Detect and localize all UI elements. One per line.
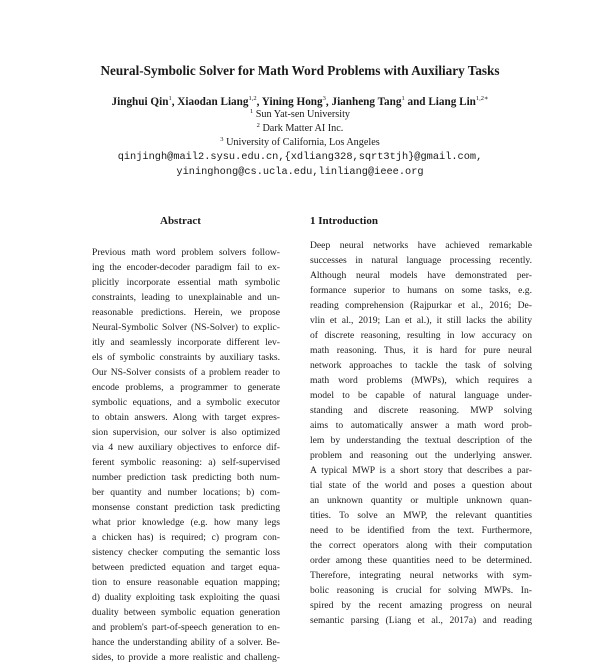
introduction-line: problem and reasoning out the underlying answer.	[310, 450, 532, 461]
introduction-line: the correct operators along with their computation	[310, 540, 532, 551]
abstract-line: d) duality exploiting task exploiting the quasi	[92, 592, 280, 603]
abstract-line: ing the encoder-decoder paradigm fail to ex-	[92, 262, 280, 273]
introduction-line: math reasoning. Thus, it is hard for pure neural	[310, 345, 532, 356]
introduction-line: spired by the recent amazing progress on neural	[310, 600, 532, 611]
abstract-heading: Abstract	[160, 215, 201, 227]
author-name: Jianheng Tang	[331, 96, 402, 108]
introduction-line: semantic parsing (Liang et al., 2017a) and reading	[310, 615, 532, 626]
abstract-line: tion to ensure reasonable equation mapping;	[92, 577, 280, 588]
affiliation-marker: 2	[256, 122, 260, 129]
abstract-line: Neural-Symbolic Solver (NS-Solver) to explic-	[92, 322, 280, 333]
introduction-line: formance superior to humans on some tasks, e.g.	[310, 285, 532, 296]
affiliation-2	[0, 122, 600, 134]
abstract-line: Previous math word problem solvers follow-	[92, 247, 280, 258]
introduction-line: need to be identified from the text. Furthermore,	[310, 525, 532, 536]
abstract-line: plicitly incorporate essential math symbolic	[92, 277, 280, 288]
author-name: Xiaodan Liang	[177, 96, 249, 108]
abstract-line: ferent symbolic reasoning: a) self-supervised	[92, 457, 280, 468]
abstract-line: ber quantity and number locations; b) com-	[92, 487, 280, 498]
abstract-line: symbolic equations, and a symbolic executor	[92, 397, 280, 408]
introduction-body	[310, 238, 532, 628]
introduction-line: aims to automatically answer a math word prob-	[310, 420, 532, 431]
abstract-line: via 4 new auxiliary objectives to enforce dif-	[92, 442, 280, 453]
author-affiliation-marker: 3	[322, 95, 326, 102]
abstract-line: sion supervision, our solver is also optimized	[92, 427, 280, 438]
abstract-line: number prediction task predicting both num-	[92, 472, 280, 483]
author-separator: ,	[325, 96, 332, 108]
author-separator: ,	[256, 96, 262, 108]
author-separator: ,	[171, 96, 178, 108]
introduction-line: tities. To solve an MWP, the relevant quantities	[310, 510, 532, 521]
introduction-line: vlin et al., 2019; Lan et al.), it still lacks the ability	[310, 315, 532, 326]
email-line-1: qinjingh@mail2.sysu.edu.cn,{xdliang328,sqrt3tjh}@gmail.com,	[117, 151, 483, 163]
introduction-line: tial state of the world and poses a question about	[310, 480, 532, 491]
introduction-line: A typical MWP is a short story that describes a par-	[310, 465, 532, 476]
author-separator: and	[404, 96, 429, 108]
introduction-line: bolic reasoning is crucial for solving MWPs. In-	[310, 585, 532, 596]
abstract-line: hance the understanding ability of a solver. Be-	[92, 637, 280, 648]
abstract-line: sistency checker computing the semantic loss	[92, 547, 280, 558]
affiliation-text: Dark Matter AI Inc.	[259, 123, 344, 134]
abstract-line: and problem's part-of-speech generation to en-	[92, 622, 280, 633]
introduction-line: lem by understanding the textual description of the	[310, 435, 532, 446]
abstract-line: a chicken has) is required; c) program con-	[92, 532, 280, 543]
introduction-line: network approaches to tackle the task of solving	[310, 360, 532, 371]
abstract-line: els of symbolic constraints by auxiliary tasks.	[92, 352, 280, 363]
author-list	[0, 94, 600, 108]
author-name: Jinghui Qin	[111, 96, 169, 108]
introduction-line: of discrete reasoning, resulting in low accuracy on	[310, 330, 532, 341]
affiliation-1	[0, 108, 600, 120]
email-line-2: yininghong@cs.ucla.edu,linliang@ieee.org	[176, 166, 424, 178]
affiliation-text: Sun Yat-sen University	[253, 109, 351, 120]
introduction-line: Although neural models have demonstrated per-	[310, 270, 532, 281]
introduction-line: model to be capable of natural language under-	[310, 390, 532, 401]
introduction-line: successes in natural language processing recently.	[310, 255, 532, 266]
introduction-line: reading comprehension (Rajpurkar et al., 2016; De-	[310, 300, 532, 311]
introduction-heading: 1 Introduction	[310, 215, 378, 227]
abstract-line: what prior knowledge (e.g. how many legs	[92, 517, 280, 528]
author-affiliation-marker: 1,2	[248, 95, 257, 102]
author-name: Liang Lin	[428, 96, 476, 108]
abstract-line: reasonable predictions. Herein, we propose	[92, 307, 280, 318]
abstract-line: to obtain answers. Along with target expres-	[92, 412, 280, 423]
introduction-line: order among these quantities need to be determined.	[310, 555, 532, 566]
abstract-line: between predicted equation and target equa-	[92, 562, 280, 573]
affiliation-text: University of California, Los Angeles	[223, 137, 380, 148]
paper-title: Neural-Symbolic Solver for Math Word Problems with Auxiliary Tasks	[100, 63, 500, 78]
introduction-line: an unknown quantity or multiple unknown quan-	[310, 495, 532, 506]
abstract-line: monsense constant prediction task predicting	[92, 502, 280, 513]
author-name: Yining Hong	[261, 96, 323, 108]
author-affiliation-marker: 1	[168, 95, 172, 102]
abstract-line: Our NS-Solver consists of a problem reader to	[92, 367, 280, 378]
affiliation-marker: 1	[249, 108, 254, 115]
abstract-body	[92, 245, 280, 665]
author-affiliation-marker: 1	[401, 95, 405, 102]
abstract-line: sides, to provide a more realistic and challeng-	[92, 652, 280, 663]
introduction-line: Deep neural networks have achieved remarkable	[310, 240, 532, 251]
author-affiliation-marker: 1,2∗	[475, 95, 489, 102]
abstract-line: constraints, leading to unexplainable and un-	[92, 292, 280, 303]
abstract-line: itly and seamlessly incorporate different lev-	[92, 337, 280, 348]
abstract-line: encode problems, a programmer to generate	[92, 382, 280, 393]
introduction-line: Therefore, integrating neural networks with sym-	[310, 570, 532, 581]
introduction-line: math word problems (MWPs), which requires a	[310, 375, 532, 386]
introduction-line: standing and discrete reasoning. MWP solving	[310, 405, 532, 416]
affiliation-3	[0, 136, 600, 148]
affiliation-marker: 3	[220, 136, 224, 143]
abstract-line: duality between symbolic equation generation	[92, 607, 280, 618]
